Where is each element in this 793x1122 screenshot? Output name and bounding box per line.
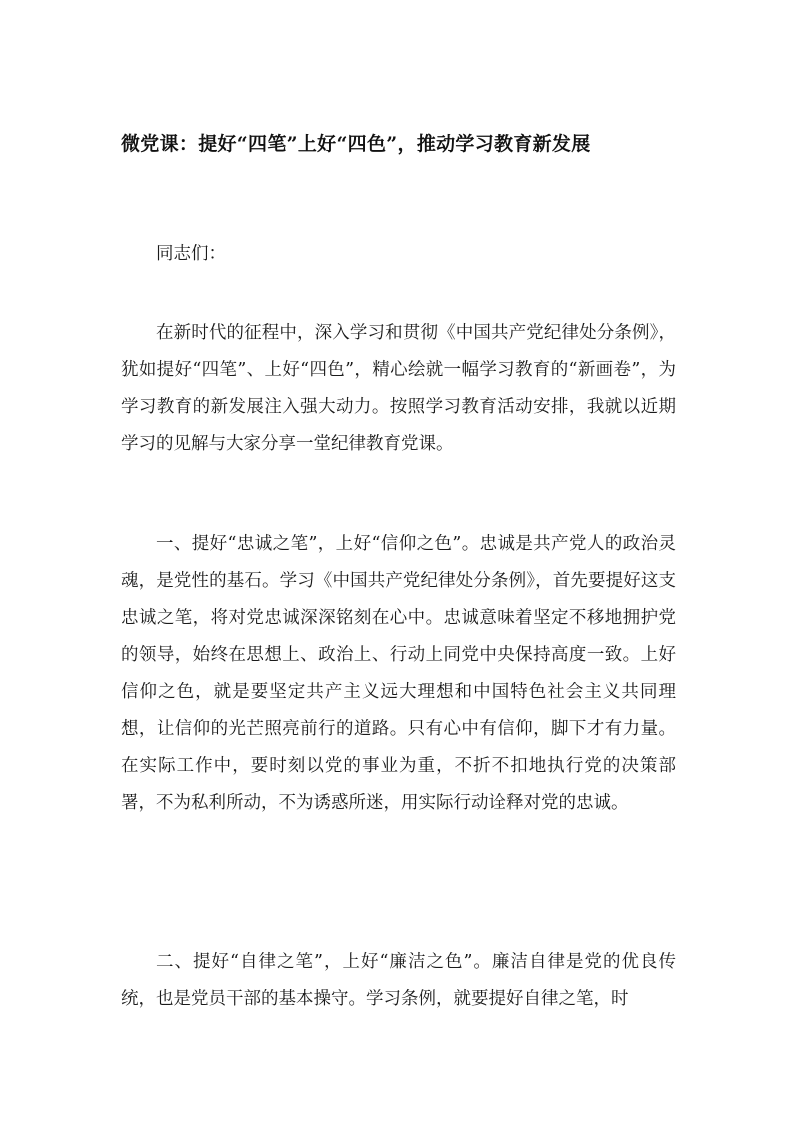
document-title: 微党课：提好“四笔”上好“四色”，推动学习教育新发展: [121, 133, 591, 155]
intro-paragraph: 在新时代的征程中，深入学习和贯彻《中国共产党纪律处分条例》，犹如提好“四笔”、上好“四色”，精心绘就一幅学习教育的“新画卷”，为学习教育的新发展注入强大动力。按照学习教育活动安排，我就以近期学习的见解与大家分享一堂纪律教育党课。: [121, 323, 676, 454]
greeting-paragraph: 同志们：: [156, 244, 226, 264]
section-one-paragraph: 一、提好“忠诚之笔”，上好“信仰之色”。忠诚是共产党人的政治灵魂，是党性的基石。学习《中国共产党纪律处分条例》，首先要提好这支忠诚之笔，将对党忠诚深深铭刻在心中。忠诚意味着坚定不移地拥护党的领导，始终在思想上、政治上、行动上同党中央保持高度一致。上好信仰之色，就是要坚定共产主义远大理想和中国特色社会主义共同理想，让信仰的光芒照亮前行的道路。只有心中有信仰，脚下才有力量。在实际工作中，要时刻以党的事业为重，不折不扣地执行党的决策部署，不为私利所动，不为诱惑所迷，用实际行动诠释对党的忠诚。: [121, 534, 676, 813]
section-two-paragraph: 二、提好“自律之笔”，上好“廉洁之色”。廉洁自律是党的优良传统，也是党员干部的基本操守。学习条例，就要提好自律之笔，时: [121, 952, 676, 1009]
